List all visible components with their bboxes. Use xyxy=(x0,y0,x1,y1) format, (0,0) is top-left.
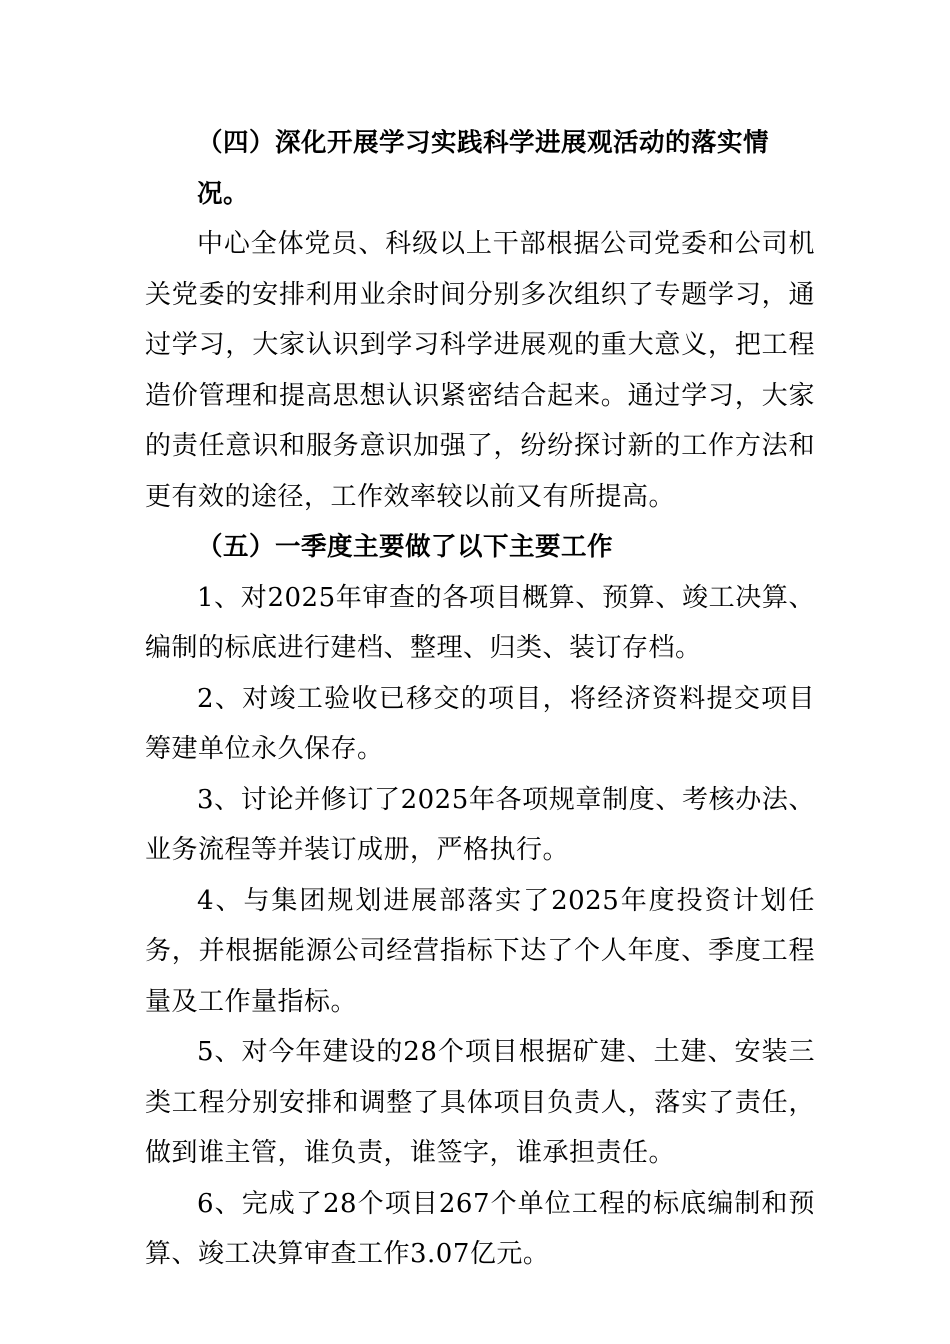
section-heading-5: （五）一季度主要做了以下主要工作 xyxy=(197,532,614,562)
section-heading-4: （四）深化开展学习实践科学进展观活动的落实情况。 xyxy=(197,128,770,209)
work-item-5: 5、对今年建设的28个项目根据矿建、土建、安装三类工程分别安排和调整了具体项目负责人，落实了责任，做到谁主管，谁负责，谁签字，谁承担责任。 xyxy=(145,1037,815,1168)
work-item-2: 2、对竣工验收已移交的项目，将经济资料提交项目筹建单位永久保存。 xyxy=(145,683,815,764)
work-item-1: 1、对2025年审查的各项目概算、预算、竣工决算、编制的标底进行建档、整理、归类、装订存档。 xyxy=(145,582,815,663)
work-item-4: 4、与集团规划进展部落实了2025年度投资计划任务，并根据能源公司经营指标下达了个人年度、季度工程量及工作量指标。 xyxy=(145,885,815,1017)
work-item-6: 6、完成了28个项目267个单位工程的标底编制和预算、竣工决算审查工作3.07亿元。 xyxy=(145,1188,815,1269)
document-page xyxy=(145,118,815,1280)
work-item-3: 3、讨论并修订了2025年各项规章制度、考核办法、业务流程等并装订成册，严格执行。 xyxy=(145,784,815,865)
paragraph-study-activity: 中心全体党员、科级以上干部根据公司党委和公司机关党委的安排利用业余时间分别多次组织了专题学习，通过学习，大家认识到学习科学进展观的重大意义，把工程造价管理和提高思想认识紧密结合起来。通过学习，大家的责任意识和服务意识加强了，纷纷探讨新的工作方法和更有效的途径，工作效率较以前又有所提高。 xyxy=(145,229,815,512)
